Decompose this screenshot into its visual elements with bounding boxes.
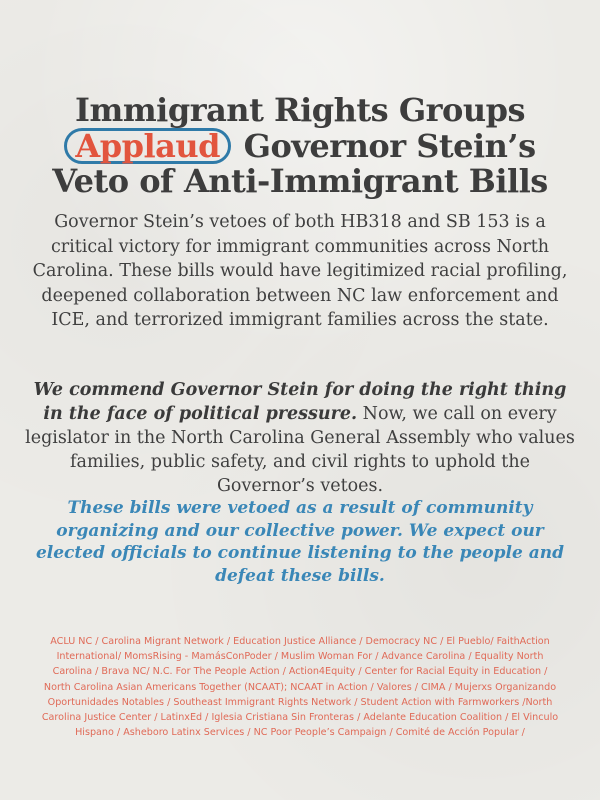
- commend-paragraph: [22, 378, 578, 498]
- headline-line-3: Veto of Anti-Immigrant Bills: [52, 162, 548, 201]
- signers-list: ACLU NC / Carolina Migrant Network / Education Justice Alliance / Democracy NC / El Pueblo/ FaithAction International/ MomsRising - MamásConPoder / Muslim Woman For / Advance Carolina / Equality North Carolina / Brava NC/ N.C. For The People Action / Action4Equity / Center for Racial Equity in Education / North Carolina Asian Americans Together (NCAAT); NCAAT in Action / Valores / CIMA / Mujerxs Organizando Oportunidades Notables / Southeast Immigrant Rights Network / Student Action with Farmworkers /North Carolina Justice Center / LatinxEd / Iglesia Cristiana Sin Fronteras / Adelante Education Coalition / El Vinculo Hispano / Asheboro Latinx Services / NC Poor People’s Campaign / Comité de Acción Popular /: [41, 636, 559, 739]
- intro-paragraph: Governor Stein’s vetoes of both HB318 and SB 153 is a critical victory for immigrant communities across North Carolina. These bills would have legitimized racial profiling, deepened collaboration between NC law enforcement and ICE, and terrorized immigrant families across the state.: [32, 212, 568, 330]
- commend-emphasis: We commend Governor Stein for doing the right thing in the face of political pressure.: [33, 380, 567, 424]
- headline-line-2-rest: Governor Stein’s: [233, 127, 536, 166]
- commend-rest: Now, we call on every legislator in the North Carolina General Assembly who values families, public safety, and civil rights to uphold the Governor’s vetoes.: [25, 404, 575, 496]
- headline: [0, 93, 600, 199]
- headline-line-2: [0, 128, 600, 164]
- headline-line-1: Immigrant Rights Groups: [74, 91, 525, 130]
- headline-highlight-applaud: Applaud: [64, 128, 231, 164]
- collective-power-statement: These bills were vetoed as a result of community organizing and our collective power. We expect our elected officials to continue listening to the people and defeat these bills.: [35, 498, 565, 586]
